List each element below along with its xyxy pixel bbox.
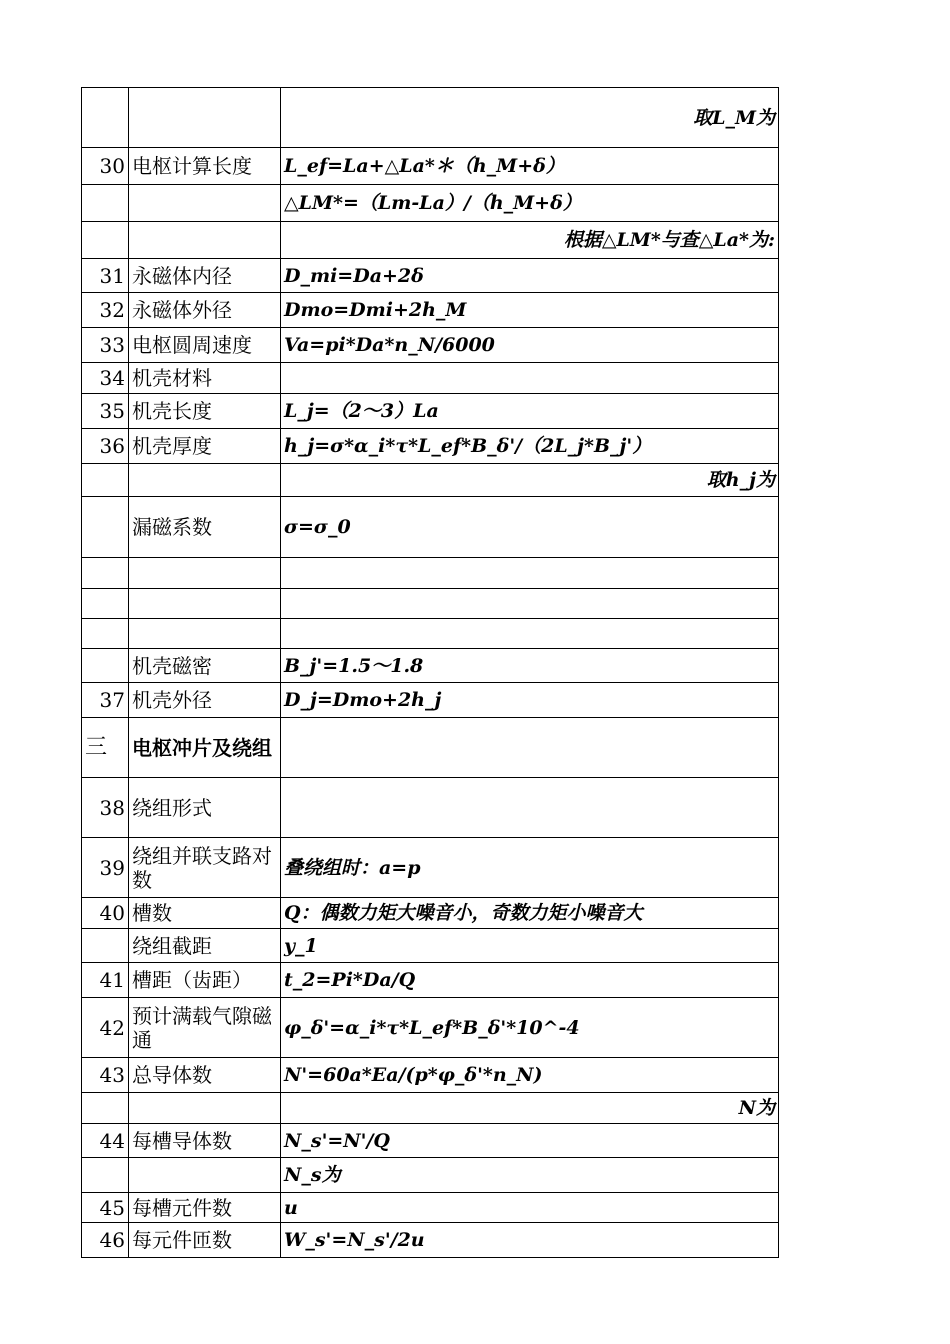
formula-cell: N为 [281, 1093, 779, 1124]
formula-cell: L_ef=La+△La*＊（h_M+δ） [281, 148, 779, 185]
table-body [82, 88, 779, 1258]
table-row [82, 589, 779, 619]
table-row [82, 898, 779, 929]
parameter-name: 漏磁系数 [129, 497, 281, 558]
row-number: 41 [82, 963, 129, 998]
row-number: 42 [82, 998, 129, 1058]
parameter-name: 永磁体外径 [129, 293, 281, 328]
formula-cell [281, 778, 779, 838]
table-row [82, 683, 779, 718]
table-row [82, 148, 779, 185]
row-number: 36 [82, 429, 129, 464]
parameter-name: 每槽导体数 [129, 1124, 281, 1158]
formula-cell: t_2=Pi*Da/Q [281, 963, 779, 998]
table-row [82, 1058, 779, 1093]
table-row [82, 363, 779, 394]
table-row [82, 718, 779, 778]
formula-cell [281, 619, 779, 649]
table-row [82, 649, 779, 683]
row-number: 三 [82, 718, 129, 778]
row-number: 38 [82, 778, 129, 838]
table-row [82, 1093, 779, 1124]
row-number: 31 [82, 259, 129, 293]
table-row [82, 1223, 779, 1258]
parameter-name [129, 589, 281, 619]
table-row [82, 497, 779, 558]
formula-cell: φ_δ'=α_i*τ*L_ef*B_δ'*10^-4 [281, 998, 779, 1058]
row-number: 40 [82, 898, 129, 929]
parameter-name [129, 558, 281, 589]
parameter-name: 机壳外径 [129, 683, 281, 718]
parameter-name: 电枢圆周速度 [129, 328, 281, 363]
formula-cell [281, 718, 779, 778]
row-number [82, 1158, 129, 1193]
row-number: 45 [82, 1193, 129, 1223]
table-row [82, 929, 779, 963]
row-number: 37 [82, 683, 129, 718]
row-number: 30 [82, 148, 129, 185]
table-row [82, 185, 779, 222]
parameter-name: 绕组并联支路对数 [129, 838, 281, 898]
table-row [82, 838, 779, 898]
parameter-name: 预计满载气隙磁通 [129, 998, 281, 1058]
row-number [82, 222, 129, 259]
formula-cell: D_mi=Da+2δ [281, 259, 779, 293]
table-row [82, 1193, 779, 1223]
parameter-name: 机壳材料 [129, 363, 281, 394]
parameter-name: 每元件匝数 [129, 1223, 281, 1258]
table-row [82, 558, 779, 589]
parameter-name [129, 185, 281, 222]
row-number: 34 [82, 363, 129, 394]
parameter-table [81, 87, 779, 1258]
formula-cell: u [281, 1193, 779, 1223]
parameter-name [129, 1093, 281, 1124]
row-number [82, 558, 129, 589]
formula-cell: N_s为 [281, 1158, 779, 1193]
formula-cell [281, 363, 779, 394]
parameter-name [129, 88, 281, 148]
parameter-name: 电枢计算长度 [129, 148, 281, 185]
row-number [82, 929, 129, 963]
row-number: 39 [82, 838, 129, 898]
table-row [82, 429, 779, 464]
row-number [82, 88, 129, 148]
parameter-name: 总导体数 [129, 1058, 281, 1093]
row-number: 33 [82, 328, 129, 363]
formula-cell: 取L_M为 [281, 88, 779, 148]
formula-cell: B_j'=1.5～1.8 [281, 649, 779, 683]
row-number: 32 [82, 293, 129, 328]
table-row [82, 328, 779, 363]
table-row [82, 998, 779, 1058]
formula-cell: h_j=σ*α_i*τ*L_ef*B_δ'/（2L_j*B_j'） [281, 429, 779, 464]
formula-cell: σ=σ_0 [281, 497, 779, 558]
table-row [82, 464, 779, 497]
formula-cell: Q：偶数力矩大噪音小，奇数力矩小噪音大 [281, 898, 779, 929]
parameter-name: 机壳长度 [129, 394, 281, 429]
table-row [82, 619, 779, 649]
parameter-name [129, 222, 281, 259]
parameter-name: 槽数 [129, 898, 281, 929]
row-number: 46 [82, 1223, 129, 1258]
parameter-name: 机壳厚度 [129, 429, 281, 464]
formula-cell: 根据△LM*与查△La*为: [281, 222, 779, 259]
table-row [82, 1124, 779, 1158]
parameter-name: 绕组截距 [129, 929, 281, 963]
parameter-name: 每槽元件数 [129, 1193, 281, 1223]
row-number [82, 185, 129, 222]
parameter-name [129, 1158, 281, 1193]
row-number [82, 464, 129, 497]
row-number: 43 [82, 1058, 129, 1093]
parameter-name: 槽距（齿距） [129, 963, 281, 998]
formula-cell: Dmo=Dmi+2h_M [281, 293, 779, 328]
formula-cell [281, 558, 779, 589]
parameter-name: 永磁体内径 [129, 259, 281, 293]
table-row [82, 259, 779, 293]
formula-cell: Va=pi*Da*n_N/6000 [281, 328, 779, 363]
table-row [82, 293, 779, 328]
row-number [82, 589, 129, 619]
row-number [82, 497, 129, 558]
table-row [82, 963, 779, 998]
row-number: 44 [82, 1124, 129, 1158]
table-row [82, 222, 779, 259]
row-number [82, 619, 129, 649]
table-row [82, 88, 779, 148]
parameter-name: 电枢冲片及绕组 [129, 718, 281, 778]
table-row [82, 1158, 779, 1193]
formula-cell: 叠绕组时：a=p [281, 838, 779, 898]
formula-cell: N_s'=N'/Q [281, 1124, 779, 1158]
formula-cell [281, 589, 779, 619]
formula-cell: D_j=Dmo+2h_j [281, 683, 779, 718]
formula-cell: L_j=（2～3）La [281, 394, 779, 429]
formula-cell: W_s'=N_s'/2u [281, 1223, 779, 1258]
formula-cell: N'=60a*Ea/(p*φ_δ'*n_N) [281, 1058, 779, 1093]
row-number [82, 1093, 129, 1124]
parameter-name: 机壳磁密 [129, 649, 281, 683]
formula-cell: △LM*=（Lm-La）/（h_M+δ） [281, 185, 779, 222]
formula-cell: y_1 [281, 929, 779, 963]
formula-cell: 取h_j为 [281, 464, 779, 497]
row-number: 35 [82, 394, 129, 429]
table-row [82, 778, 779, 838]
parameter-name [129, 619, 281, 649]
table-row [82, 394, 779, 429]
parameter-name: 绕组形式 [129, 778, 281, 838]
row-number [82, 649, 129, 683]
parameter-name [129, 464, 281, 497]
